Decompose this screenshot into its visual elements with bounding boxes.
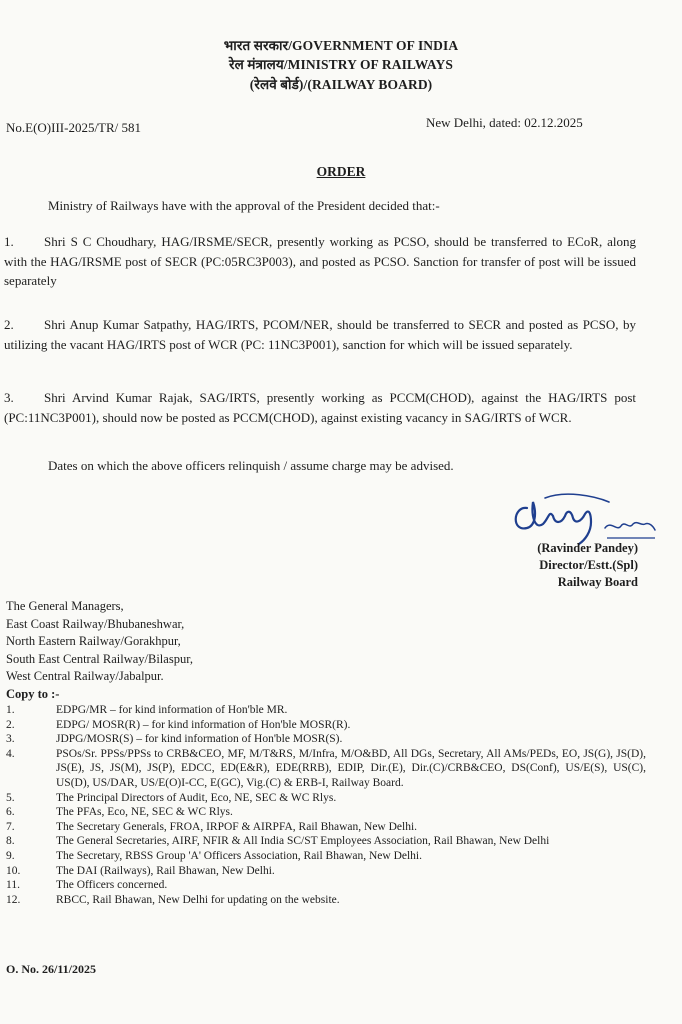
- list-item-text: RBCC, Rail Bhawan, New Delhi for updating on the website.: [56, 893, 340, 906]
- header-railway-board: (रेलवे बोर्ड)/(RAILWAY BOARD): [249, 77, 433, 92]
- order-item-text: Shri S C Choudhary, HAG/IRSME/SECR, presently working as PCSO, should be transferred to ECoR, along with the HAG/IRSME post of SECR (PC:05RC3P003), and posted as PCSO. Sanction for transfer of post will be issued separately: [4, 234, 636, 288]
- order-title: ORDER: [316, 164, 366, 179]
- list-item-number: 7.: [6, 820, 15, 833]
- signatory-name: (Ravinder Pandey): [537, 541, 638, 555]
- header-government: भारत सरकार/GOVERNMENT OF INDIA: [223, 38, 459, 53]
- order-item: [4, 315, 636, 354]
- signatory-block: [537, 540, 638, 591]
- list-item-number: 2.: [6, 718, 15, 731]
- list-item-number: 11.: [6, 879, 20, 892]
- list-item-number: 10.: [6, 864, 21, 877]
- list-item-text: The Secretary Generals, FROA, IRPOF & AIRPFA, Rail Bhawan, New Delhi.: [56, 820, 418, 833]
- signatory-office: Railway Board: [557, 575, 638, 589]
- list-item-text: The Principal Directors of Audit, Eco, NE, SEC & WC Rlys.: [56, 791, 337, 804]
- list-item: [6, 849, 646, 864]
- header-ministry: रेल मंत्रालय/MINISTRY OF RAILWAYS: [229, 57, 453, 72]
- copy-to-list: [6, 703, 646, 907]
- list-item-number: 5.: [6, 791, 15, 804]
- addressee-line: East Coast Railway/Bhubaneshwar,: [6, 616, 185, 631]
- order-item-number: 2.: [4, 317, 14, 332]
- list-item-text: The Officers concerned.: [56, 879, 168, 892]
- list-item: [6, 791, 646, 806]
- list-item-number: 9.: [6, 849, 15, 862]
- order-item: [4, 388, 636, 427]
- list-item: [6, 747, 646, 791]
- order-item-text: Shri Arvind Kumar Rajak, SAG/IRTS, presently working as PCCM(CHOD), against the HAG/IRTS post (PC:11NC3P001), should now be posted as PCCM(CHOD), against existing vacancy in SAG/IRTS of WCR.: [4, 390, 636, 425]
- addressee-line: North Eastern Railway/Gorakhpur,: [6, 634, 181, 648]
- list-item-number: 4.: [6, 747, 15, 760]
- list-item: [6, 834, 646, 849]
- list-item-text: The DAI (Railways), Rail Bhawan, New Delhi.: [56, 864, 275, 877]
- list-item-number: 1.: [6, 704, 15, 716]
- addressees: [6, 598, 193, 686]
- list-item-text: The General Secretaries, AIRF, NFIR & All India SC/ST Employees Association, Rail Bhawan, New Delhi: [56, 835, 550, 848]
- order-item-text: Shri Anup Kumar Satpathy, HAG/IRTS, PCOM/NER, should be transferred to SECR and posted as PCSO, by utilizing the vacant HAG/IRTS post of WCR (PC: 11NC3P001), sanction for which will be issued separately.: [4, 317, 636, 352]
- list-item-text: JDPG/MOSR(S) – for kind information of Hon'ble MOSR(S).: [56, 733, 343, 746]
- list-item-text: The Secretary, RBSS Group 'A' Officers Association, Rail Bhawan, New Delhi.: [56, 849, 423, 862]
- addressee-line: West Central Railway/Jabalpur.: [6, 669, 164, 683]
- list-item: [6, 732, 646, 747]
- order-item: [4, 232, 636, 291]
- place-date: New Delhi, dated: 02.12.2025: [426, 115, 583, 130]
- list-item-number: 6.: [6, 806, 15, 819]
- order-closing: Dates on which the above officers relinquish / assume charge may be advised.: [48, 458, 454, 473]
- list-item-text: EDPG/MR – for kind information of Hon'ble MR.: [56, 704, 288, 716]
- signatory-designation: Director/Estt.(Spl): [539, 558, 638, 572]
- list-item-number: 12.: [6, 893, 21, 906]
- order-intro: Ministry of Railways have with the approval of the President decided that:-: [48, 198, 440, 213]
- list-item: [6, 718, 646, 733]
- list-item: [6, 893, 646, 908]
- list-item-number: 3.: [6, 733, 15, 746]
- footer-order-number: O. No. 26/11/2025: [6, 962, 97, 976]
- order-item-number: 1.: [4, 234, 14, 249]
- list-item: [6, 864, 646, 879]
- list-item-text: The PFAs, Eco, NE, SEC & WC Rlys.: [56, 806, 233, 819]
- list-item-text: EDPG/ MOSR(R) – for kind information of Hon'ble MOSR(R).: [56, 718, 351, 731]
- list-item: [6, 878, 646, 893]
- list-item-text: PSOs/Sr. PPSs/PPSs to CRB&CEO, MF, M/T&RS, M/Infra, M/O&BD, All DGs, Secretary, All AMs/PEDs, EO, JS(G), JS(D), JS(E), JS, JS(M), JS(P), EDCC, ED(E&R), EDE(RRB), EDIP, Dir.(E), Dir.(C)/CRB&CEO, DS(Conf), US/E(S), US(C), US(D), US/DAR, US/E(O)I-CC, E(GC), Vig.(C) & ERB-I, Railway Board.: [56, 747, 646, 789]
- list-item: [6, 805, 646, 820]
- list-item-number: 8.: [6, 835, 15, 848]
- order-item-number: 3.: [4, 390, 14, 405]
- copy-to-title: Copy to :-: [6, 687, 60, 701]
- reference-number: No.E(O)III-2025/TR/ 581: [6, 120, 142, 135]
- addressee-line: South East Central Railway/Bilaspur,: [6, 651, 193, 666]
- addressee-line: The General Managers,: [6, 599, 124, 613]
- list-item: [6, 703, 646, 718]
- list-item: [6, 820, 646, 835]
